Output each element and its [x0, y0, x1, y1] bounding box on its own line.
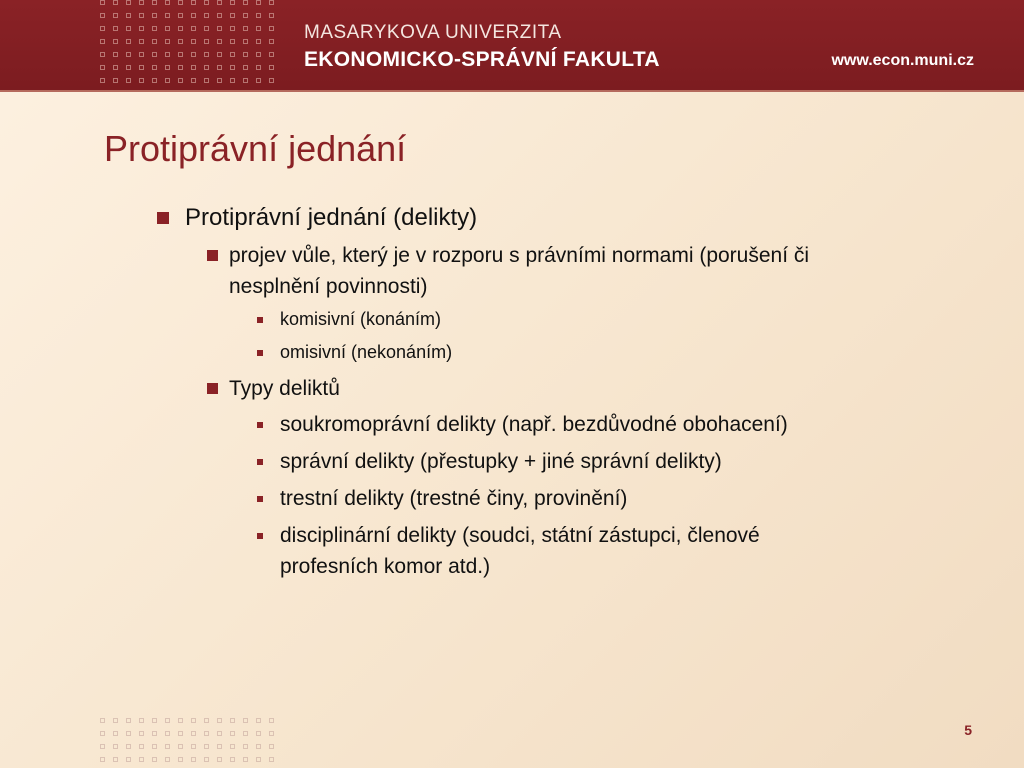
bullet-line: profesních komor atd.): [280, 555, 491, 578]
dot-square-icon: [152, 757, 157, 762]
bullet-level3: soukromoprávní delikty (např. bezdůvodné obohacení): [280, 413, 788, 436]
dot-square-icon: [243, 26, 248, 31]
dot-square-icon: [256, 731, 261, 736]
square-bullet-icon: [207, 250, 218, 261]
dot-square-icon: [256, 757, 261, 762]
square-bullet-icon: [207, 383, 218, 394]
dot-square-icon: [152, 52, 157, 57]
dot-square-icon: [204, 52, 209, 57]
dot-square-icon: [139, 757, 144, 762]
dot-square-icon: [243, 744, 248, 749]
dot-square-icon: [139, 78, 144, 83]
dot-square-icon: [191, 13, 196, 18]
slide-title: Protiprávní jednání: [104, 128, 407, 169]
dot-square-icon: [113, 744, 118, 749]
dot-square-icon: [113, 39, 118, 44]
dot-square-icon: [100, 26, 105, 31]
dot-square-icon: [165, 731, 170, 736]
dot-square-icon: [269, 718, 274, 723]
dot-square-icon: [243, 731, 248, 736]
dot-square-icon: [256, 26, 261, 31]
dot-square-icon: [139, 52, 144, 57]
bullet-line: nesplnění povinnosti): [229, 275, 428, 298]
small-square-bullet-icon: [257, 317, 263, 323]
dot-square-icon: [152, 26, 157, 31]
small-square-bullet-icon: [257, 422, 263, 428]
dot-square-icon: [191, 52, 196, 57]
dot-square-icon: [178, 757, 183, 762]
dot-square-icon: [204, 757, 209, 762]
dot-square-icon: [100, 744, 105, 749]
dot-square-icon: [204, 78, 209, 83]
dot-square-icon: [204, 65, 209, 70]
dot-square-icon: [178, 78, 183, 83]
decorative-dot-grid-top: [100, 0, 274, 83]
dot-square-icon: [139, 744, 144, 749]
dot-square-icon: [126, 65, 131, 70]
small-square-bullet-icon: [257, 496, 263, 502]
dot-square-icon: [113, 52, 118, 57]
dot-square-icon: [269, 757, 274, 762]
dot-square-icon: [230, 26, 235, 31]
dot-square-icon: [113, 13, 118, 18]
dot-square-icon: [256, 718, 261, 723]
dot-square-icon: [152, 13, 157, 18]
square-bullet-icon: [157, 212, 169, 224]
dot-square-icon: [230, 731, 235, 736]
dot-square-icon: [100, 718, 105, 723]
dot-square-icon: [230, 744, 235, 749]
dot-square-icon: [269, 78, 274, 83]
dot-square-icon: [152, 39, 157, 44]
dot-square-icon: [256, 13, 261, 18]
dot-square-icon: [256, 744, 261, 749]
dot-square-icon: [204, 731, 209, 736]
dot-square-icon: [191, 26, 196, 31]
dot-square-icon: [165, 718, 170, 723]
dot-square-icon: [243, 52, 248, 57]
dot-square-icon: [217, 13, 222, 18]
dot-square-icon: [165, 744, 170, 749]
dot-square-icon: [230, 39, 235, 44]
dot-square-icon: [100, 731, 105, 736]
dot-square-icon: [139, 0, 144, 5]
dot-square-icon: [126, 757, 131, 762]
dot-square-icon: [191, 39, 196, 44]
dot-square-icon: [165, 26, 170, 31]
dot-square-icon: [178, 13, 183, 18]
dot-square-icon: [217, 744, 222, 749]
dot-square-icon: [269, 731, 274, 736]
dot-square-icon: [191, 757, 196, 762]
bullet-level1: Protiprávní jednání (delikty): [185, 204, 478, 231]
dot-square-icon: [230, 0, 235, 5]
dot-square-icon: [191, 0, 196, 5]
dot-square-icon: [126, 39, 131, 44]
dot-square-icon: [126, 52, 131, 57]
dot-square-icon: [269, 52, 274, 57]
dot-square-icon: [217, 757, 222, 762]
small-square-bullet-icon: [257, 350, 263, 356]
dot-square-icon: [243, 0, 248, 5]
bullet-level2: [229, 240, 809, 302]
dot-square-icon: [217, 39, 222, 44]
dot-square-icon: [230, 78, 235, 83]
dot-square-icon: [243, 65, 248, 70]
dot-square-icon: [217, 731, 222, 736]
dot-square-icon: [230, 65, 235, 70]
dot-square-icon: [113, 0, 118, 5]
bullet-line: projev vůle, který je v rozporu s právními normami (porušení či: [229, 244, 810, 267]
dot-square-icon: [256, 78, 261, 83]
dot-square-icon: [256, 65, 261, 70]
dot-square-icon: [126, 718, 131, 723]
dot-square-icon: [256, 52, 261, 57]
dot-square-icon: [178, 718, 183, 723]
dot-square-icon: [204, 13, 209, 18]
dot-square-icon: [100, 757, 105, 762]
dot-square-icon: [269, 13, 274, 18]
dot-square-icon: [126, 26, 131, 31]
dot-square-icon: [139, 65, 144, 70]
dot-square-icon: [139, 13, 144, 18]
dot-square-icon: [204, 39, 209, 44]
faculty-name: EKONOMICKO-SPRÁVNÍ FAKULTA: [304, 48, 660, 71]
dot-square-icon: [126, 13, 131, 18]
website-link[interactable]: www.econ.muni.cz: [831, 52, 974, 69]
dot-square-icon: [139, 39, 144, 44]
dot-square-icon: [178, 65, 183, 70]
small-square-bullet-icon: [257, 459, 263, 465]
dot-square-icon: [269, 39, 274, 44]
small-square-bullet-icon: [257, 533, 263, 539]
dot-square-icon: [243, 718, 248, 723]
dot-square-icon: [113, 731, 118, 736]
dot-square-icon: [165, 65, 170, 70]
dot-square-icon: [217, 65, 222, 70]
dot-square-icon: [165, 78, 170, 83]
dot-square-icon: [152, 731, 157, 736]
dot-square-icon: [217, 52, 222, 57]
dot-square-icon: [217, 0, 222, 5]
dot-square-icon: [100, 78, 105, 83]
dot-square-icon: [126, 731, 131, 736]
dot-square-icon: [139, 718, 144, 723]
bullet-level3: správní delikty (přestupky + jiné správní delikty): [280, 450, 722, 473]
dot-square-icon: [204, 0, 209, 5]
dot-square-icon: [230, 718, 235, 723]
dot-square-icon: [113, 26, 118, 31]
dot-square-icon: [204, 26, 209, 31]
dot-square-icon: [178, 39, 183, 44]
dot-square-icon: [243, 13, 248, 18]
dot-square-icon: [100, 65, 105, 70]
dot-square-icon: [204, 744, 209, 749]
dot-square-icon: [113, 718, 118, 723]
dot-square-icon: [139, 26, 144, 31]
dot-square-icon: [243, 757, 248, 762]
dot-square-icon: [191, 78, 196, 83]
dot-square-icon: [256, 0, 261, 5]
bullet-level3: komisivní (konáním): [280, 309, 442, 329]
dot-square-icon: [126, 78, 131, 83]
dot-square-icon: [191, 744, 196, 749]
dot-square-icon: [217, 718, 222, 723]
dot-square-icon: [191, 731, 196, 736]
dot-square-icon: [152, 65, 157, 70]
dot-square-icon: [139, 731, 144, 736]
dot-square-icon: [152, 744, 157, 749]
dot-square-icon: [113, 757, 118, 762]
bullet-level3: omisivní (nekonáním): [280, 342, 453, 362]
dot-square-icon: [230, 757, 235, 762]
dot-square-icon: [243, 78, 248, 83]
dot-square-icon: [165, 757, 170, 762]
dot-square-icon: [165, 39, 170, 44]
dot-square-icon: [165, 13, 170, 18]
dot-square-icon: [113, 65, 118, 70]
dot-square-icon: [165, 0, 170, 5]
university-name: MASARYKOVA UNIVERZITA: [304, 22, 562, 43]
decorative-dot-grid-bottom: [100, 718, 274, 762]
dot-square-icon: [152, 0, 157, 5]
dot-square-icon: [217, 26, 222, 31]
dot-square-icon: [100, 39, 105, 44]
dot-square-icon: [165, 52, 170, 57]
dot-square-icon: [269, 744, 274, 749]
dot-square-icon: [152, 718, 157, 723]
header-banner: [0, 0, 1024, 92]
dot-square-icon: [100, 13, 105, 18]
dot-square-icon: [256, 39, 261, 44]
dot-square-icon: [269, 65, 274, 70]
dot-square-icon: [204, 718, 209, 723]
dot-square-icon: [191, 718, 196, 723]
dot-square-icon: [178, 52, 183, 57]
dot-square-icon: [152, 78, 157, 83]
dot-square-icon: [178, 744, 183, 749]
bullet-line: disciplinární delikty (soudci, státní zástupci, členové: [280, 524, 760, 547]
dot-square-icon: [178, 731, 183, 736]
dot-square-icon: [126, 0, 131, 5]
bullet-level3: trestní delikty (trestné činy, provinění): [280, 487, 628, 510]
dot-square-icon: [269, 26, 274, 31]
bullet-level2: Typy deliktů: [229, 377, 340, 400]
dot-square-icon: [178, 26, 183, 31]
dot-square-icon: [126, 744, 131, 749]
dot-square-icon: [230, 13, 235, 18]
dot-square-icon: [100, 0, 105, 5]
page-number: 5: [964, 722, 972, 738]
dot-square-icon: [178, 0, 183, 5]
bullet-level3: [280, 520, 760, 582]
dot-square-icon: [113, 78, 118, 83]
dot-square-icon: [269, 0, 274, 5]
dot-square-icon: [100, 52, 105, 57]
dot-square-icon: [243, 39, 248, 44]
dot-square-icon: [230, 52, 235, 57]
dot-square-icon: [191, 65, 196, 70]
dot-square-icon: [217, 78, 222, 83]
